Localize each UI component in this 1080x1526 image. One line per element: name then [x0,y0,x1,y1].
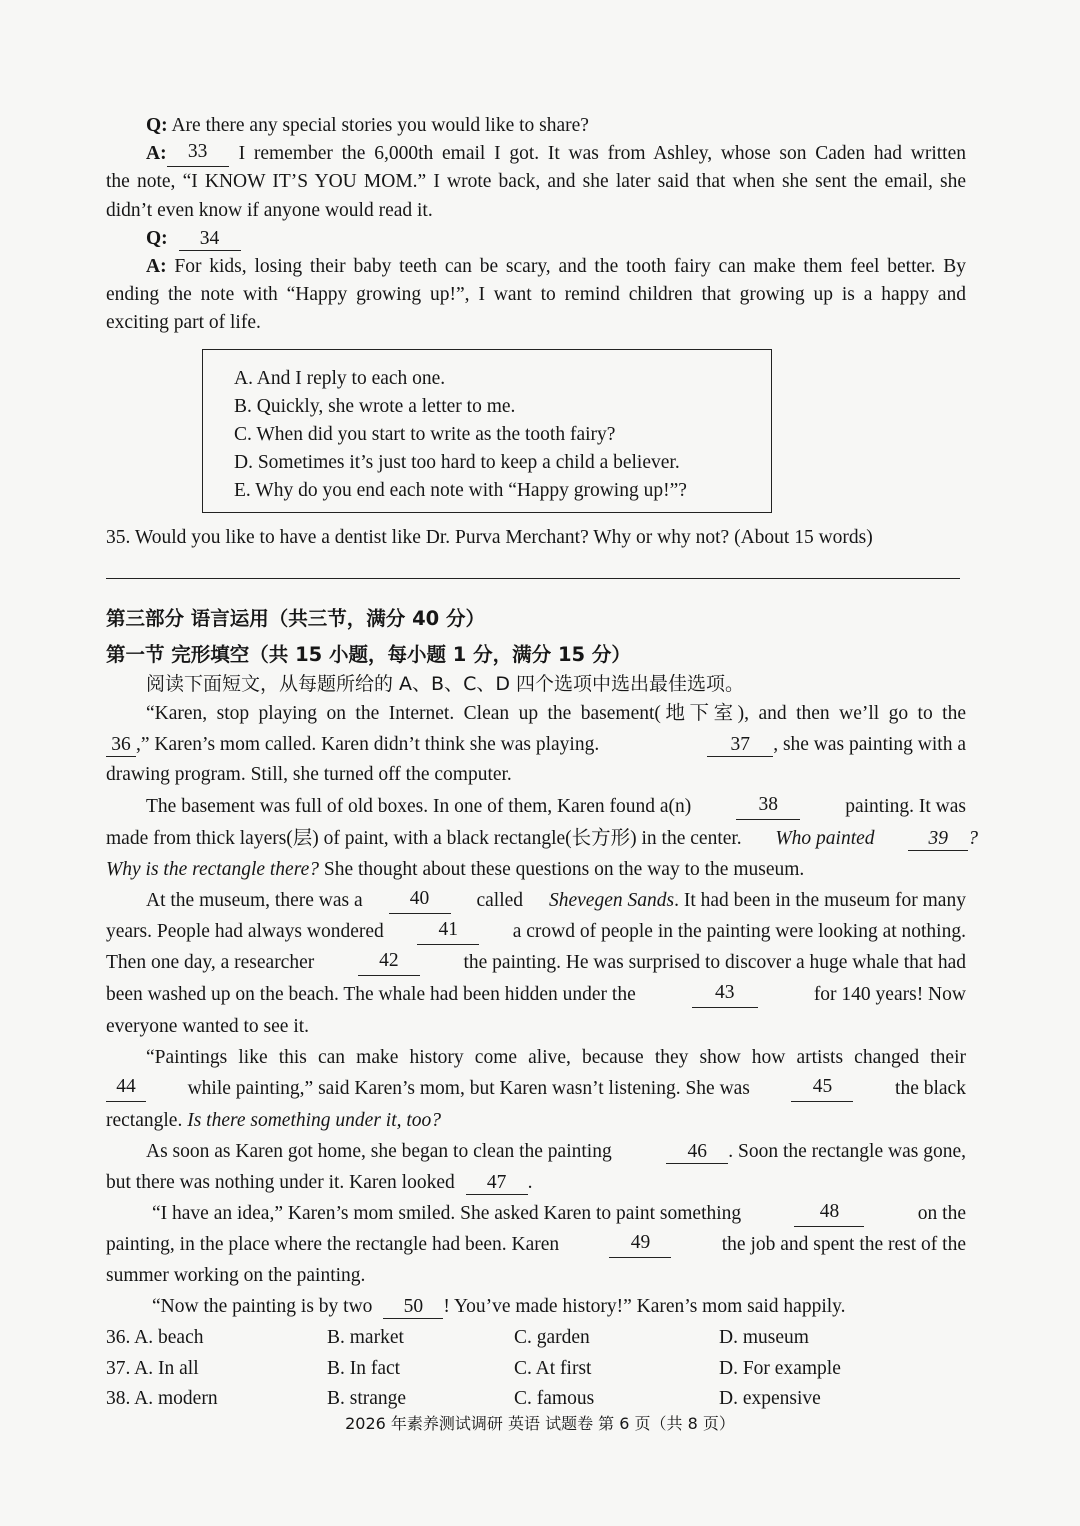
p1-line1: “Karen, stop playing on the Internet. Clean up the basement(地下室), and then we’ll go to the [146,703,966,724]
blank-42: 42 [358,950,420,976]
p2-text: made from thick layers(层) of paint, with a black rectangle(长方形) in the center. [106,828,742,849]
p7-text: “Now the painting is by two [152,1296,373,1317]
page-footer: 2026 年素养测试调研 英语 试题卷 第 6 页（共 8 页） [345,1414,735,1433]
p4-line2 [106,1076,966,1102]
p3-line4 [106,982,966,1008]
p2-italic: Why is the rectangle there? [106,859,319,880]
blank-37: 37 [707,734,773,757]
p5-line1 [146,1139,966,1165]
option-d: D. Sometimes it’s just too hard to keep a child a believer. [234,452,680,473]
p3-text: . It had been in the museum for many [674,890,966,911]
choice-38-b: B. strange [327,1388,407,1409]
blank-33: 33 [167,141,229,167]
choice-38-a: 38. A. modern [106,1388,218,1409]
option-b: B. Quickly, she wrote a letter to me. [234,396,516,417]
p2-italic: ? [968,828,978,849]
p6-text: on the [917,1203,966,1224]
p3-text: called [476,890,524,911]
p7-line1 [152,1294,846,1320]
blank-40: 40 [389,888,451,914]
p3-text: the painting. He was surprised to discover a huge whale that had [463,952,966,973]
p6-line3: summer working on the painting. [106,1265,366,1286]
a-label: A: [146,143,167,164]
blank-46: 46 [666,1141,728,1164]
p2-text: painting. It was [845,796,966,817]
p6-line2 [106,1232,966,1258]
blank-39: 39 [908,828,968,851]
choice-36-a: 36. A. beach [106,1327,204,1348]
instruction: 阅读下面短文，从每题所给的 A、B、C、D 四个选项中选出最佳选项。 [146,673,745,695]
choice-37-b: B. In fact [327,1358,401,1379]
blank-43: 43 [692,982,758,1008]
answer-text: I remember the 6,000th email I got. It was from Ashley, whose son Caden had written [238,143,966,164]
option-e: E. Why do you end each note with “Happy growing up!”? [234,480,687,501]
blank-48: 48 [794,1201,864,1227]
p3-line1 [146,888,966,914]
q-label: Q: [146,115,168,136]
choice-36-d: D. museum [719,1327,809,1348]
p2-text: She thought about these questions on the way to the museum. [319,859,805,880]
p3-text: for 140 years! Now [813,984,966,1005]
p3-line5: everyone wanted to see it. [106,1016,310,1037]
choice-38-c: C. famous [514,1388,595,1409]
p5-text: but there was nothing under it. Karen looked [106,1172,455,1193]
p3-text: At the museum, there was a [146,890,363,911]
question-35: 35. Would you like to have a dentist like Dr. Purva Merchant? Why or why not? (About 15 words) [106,527,873,548]
p5-text: . Soon the rectangle was gone, [728,1141,966,1162]
choice-37-c: C. At first [514,1358,592,1379]
p3-line2 [106,919,966,945]
answer-kids-line1 [146,254,966,280]
answer-line [106,578,960,579]
question-stories [146,113,589,139]
p4-text: rectangle. [106,1110,183,1131]
p5-text: As soon as Karen got home, she began to clean the painting [146,1141,612,1162]
answer-kids-line2: ending the note with “Happy growing up!”, I want to remind children that growing up is a happy and [106,284,966,305]
p1-line2 [106,732,966,758]
blank-45: 45 [791,1076,853,1102]
answer-text: For kids, losing their baby teeth can be scary, and the tooth fairy can make them feel better. By [166,256,966,277]
blank-38: 38 [736,794,800,820]
option-a: A. And I reply to each one. [234,368,446,389]
p3-line3 [106,950,966,976]
blank-49: 49 [609,1232,671,1258]
blank-36: 36 [106,734,136,757]
p3-text: years. People had always wondered [106,921,384,942]
blank-47: 47 [466,1172,528,1195]
blank-34: 34 [179,228,241,251]
p3-text: Then one day, a researcher [106,952,315,973]
q-text: Are there any special stories you would like to share? [167,115,589,136]
blank-50: 50 [383,1296,443,1319]
choice-36-b: B. market [327,1327,404,1348]
answer-stories-line2: the note, “I KNOW IT’S YOU MOM.” I wrote back, and she later said that when she sent the email, she [106,171,966,192]
section1-heading: 第一节 完形填空（共 15 小题，每小题 1 分，满分 15 分） [106,643,631,666]
p1-line3: drawing program. Still, she turned off the computer. [106,764,512,785]
p6-text: “I have an idea,” Karen’s mom smiled. She asked Karen to paint something [152,1203,742,1224]
p7-text: ! You’ve made history!” Karen’s mom said happily. [443,1296,846,1317]
part3-heading: 第三部分 语言运用（共三节，满分 40 分） [106,607,486,630]
p1-text: ,” Karen’s mom called. Karen didn’t think she was playing. [136,734,600,755]
p1-text: , she was painting with a [773,734,966,755]
p3-italic: Shevegen Sands [548,890,675,911]
answer-kids-line3: exciting part of life. [106,312,261,333]
p6-text: the job and spent the rest of the [721,1234,966,1255]
blank-44: 44 [106,1076,146,1102]
choice-36-c: C. garden [514,1327,590,1348]
choice-38-d: D. expensive [719,1388,821,1409]
question-blank-34 [146,226,241,252]
answer-stories-line3: didn’t even know if anyone would read it. [106,200,433,221]
p6-line1 [152,1201,966,1227]
q-label: Q: [146,228,168,249]
choice-37-d: D. For example [719,1358,841,1379]
p2-italic: Who painted [775,828,875,849]
p2-line1 [146,794,966,820]
p3-text: a crowd of people in the painting were looking at nothing. [512,921,966,942]
p5-text: . [527,1172,533,1193]
p4-line1: “Paintings like this can make history come alive, because they show how artists changed their [146,1047,966,1068]
choice-37-a: 37. A. In all [106,1358,199,1379]
p3-text: been washed up on the beach. The whale had been hidden under the [106,984,636,1005]
option-c: C. When did you start to write as the tooth fairy? [234,424,616,445]
p4-italic: Is there something under it, too? [182,1110,442,1131]
p6-text: painting, in the place where the rectangle had been. Karen [106,1234,560,1255]
p2-line2 [106,826,978,852]
blank-41: 41 [417,919,479,945]
a-label: A: [146,256,167,277]
p2-line3 [106,857,804,883]
p4-line3 [106,1108,441,1134]
p5-line2 [106,1170,533,1196]
p2-text: The basement was full of old boxes. In one of them, Karen found a(n) [146,796,692,817]
p4-text: the black [895,1078,966,1099]
answer-stories-line1 [146,141,966,167]
p4-text: while painting,” said Karen’s mom, but Karen wasn’t listening. She was [187,1078,750,1099]
